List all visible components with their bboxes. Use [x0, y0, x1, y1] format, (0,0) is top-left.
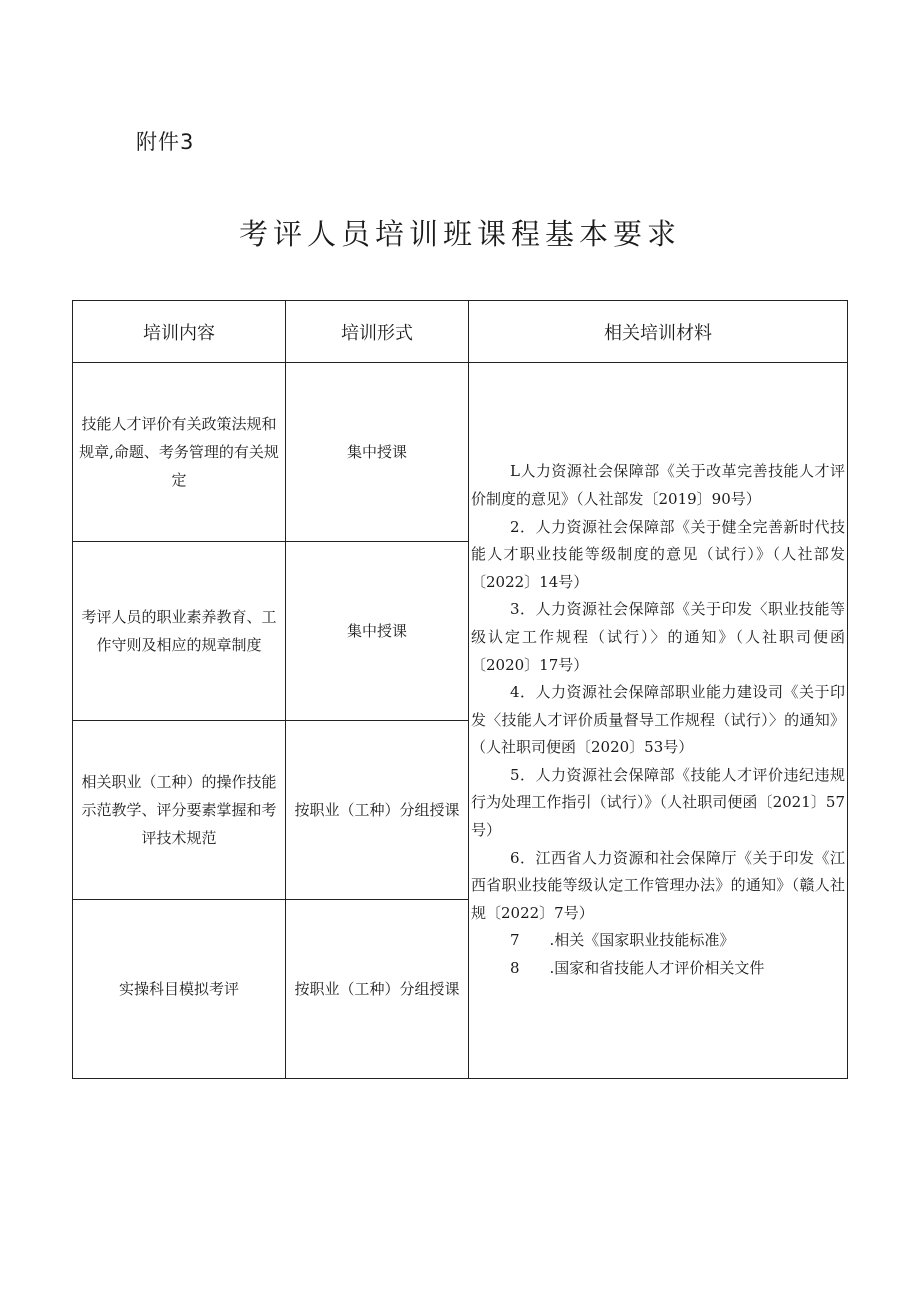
training-form-cell: 集中授课	[286, 363, 469, 542]
training-content-cell: 相关职业（工种）的操作技能示范教学、评分要素掌握和考评技术规范	[73, 721, 286, 900]
header-training-materials: 相关培训材料	[469, 301, 848, 363]
course-requirements-table	[72, 300, 848, 1079]
training-materials-cell	[469, 363, 848, 1079]
training-content-cell: 实操科目模拟考评	[73, 900, 286, 1079]
material-item: 6．江西省人力资源和社会保障厅《关于印发《江西省职业技能等级认定工作管理办法》的通知》（赣人社规〔2022〕7号）	[471, 848, 845, 922]
training-content-cell: 考评人员的职业素养教育、工作守则及相应的规章制度	[73, 542, 286, 721]
attachment-label: 附件3	[136, 130, 195, 154]
header-training-form: 培训形式	[286, 301, 469, 363]
material-item: L人力资源社会保障部《关于改革完善技能人才评价制度的意见》（人社部发〔2019〕90号）	[471, 462, 845, 508]
table-row	[73, 363, 848, 542]
table-header-row	[73, 301, 848, 363]
training-form-cell: 集中授课	[286, 542, 469, 721]
header-training-content: 培训内容	[73, 301, 286, 363]
training-content-cell: 技能人才评价有关政策法规和规章,命题、考务管理的有关规定	[73, 363, 286, 542]
training-form-cell: 按职业（工种）分组授课	[286, 721, 469, 900]
material-item: 2．人力资源社会保障部《关于健全完善新时代技能人才职业技能等级制度的意见（试行）》（人社部发〔2022〕14号）	[471, 517, 845, 591]
material-item: 4．人力资源社会保障部职业能力建设司《关于印发〈技能人才评价质量督导工作规程（试行）〉的通知》（人社职司便函〔2020〕53号）	[471, 683, 845, 757]
material-item: 7 .相关《国家职业技能标准》	[510, 931, 735, 950]
material-item: 3．人力资源社会保障部《关于印发〈职业技能等级认定工作规程（试行）〉的通知》（人社职司便函〔2020〕17号）	[471, 600, 845, 674]
material-item: 8 .国家和省技能人才评价相关文件	[510, 959, 765, 978]
training-form-cell: 按职业（工种）分组授课	[286, 900, 469, 1079]
document-title: 考评人员培训班课程基本要求	[238, 217, 681, 251]
material-item: 5．人力资源社会保障部《技能人才评价违纪违规行为处理工作指引（试行）》（人社职司便函〔2021〕57号）	[471, 765, 845, 840]
